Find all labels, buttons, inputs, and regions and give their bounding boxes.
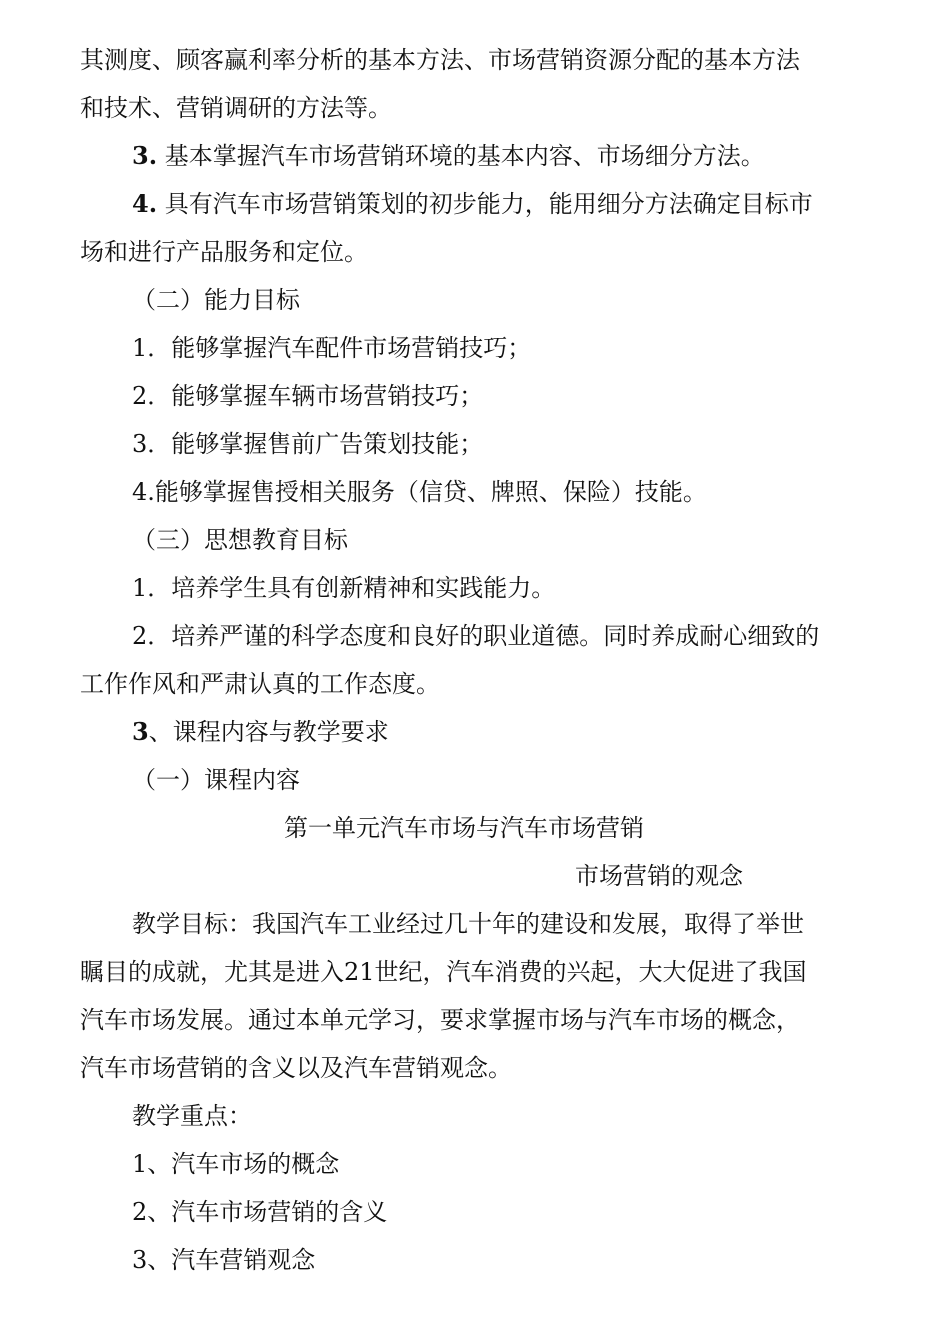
unit-subtitle [575,856,743,896]
list-item [132,328,531,368]
paragraph-line [80,88,392,128]
paragraph-line [132,904,804,944]
text: （三）思想教育目标 [132,526,348,554]
text: 4.能够掌握售授相关服务（信贷、牌照、保险）技能。 [132,478,707,506]
unit-title [284,808,644,848]
paragraph-line [80,232,368,272]
text: 2、汽车市场营销的含义 [132,1198,388,1226]
text: 3．能够掌握售前广告策划技能； [132,430,484,458]
list-item [132,1192,387,1232]
text: 汽车市场发展。通过本单元学习，要求掌握市场与汽车市场的概念， [80,1006,800,1034]
list-item [132,472,707,512]
item-text: 基本掌握汽车市场营销环境的基本内容、市场细分方法。 [164,142,765,170]
text: 2．培养严谨的科学态度和良好的职业道德。同时养成耐心细致的 [132,622,820,650]
text: 3、汽车营销观念 [132,1246,316,1274]
subsection-heading [132,760,300,800]
text: 、课程内容与教学要求 [148,718,389,746]
list-item [132,616,819,656]
text: 和技术、营销调研的方法等。 [80,94,392,122]
text: 第一单元汽车市场与汽车市场营销 [284,814,644,842]
list-item [132,424,483,464]
teaching-focus-heading [132,1096,252,1136]
paragraph-line [80,952,807,992]
text: 瞩目的成就，尤其是进入21世纪，汽车消费的兴起，大大促进了我国 [80,958,807,986]
text: 汽车市场营销的含义以及汽车营销观念。 [80,1054,512,1082]
section-number: 3 [132,717,149,746]
text: 教学重点： [132,1102,252,1130]
list-item [132,1144,339,1184]
text: 场和进行产品服务和定位。 [80,238,368,266]
list-item [132,568,555,608]
text: 教学目标：我国汽车工业经过几十年的建设和发展，取得了举世 [132,910,804,938]
list-item [132,376,483,416]
section-heading-ideology [132,520,348,560]
text: （一）课程内容 [132,766,300,794]
text: （二）能力目标 [132,286,300,314]
section-heading-ability [132,280,300,320]
paragraph-line [80,664,440,704]
text: 1、汽车市场的概念 [132,1150,340,1178]
item-number: 4. [132,189,158,218]
list-item [132,1240,315,1280]
text: 其测度、顾客赢利率分析的基本方法、市场营销资源分配的基本方法 [80,46,800,74]
text: 1．培养学生具有创新精神和实践能力。 [132,574,556,602]
item-text: 具有汽车市场营销策划的初步能力，能用细分方法确定目标市 [164,190,813,218]
item-number: 3. [132,141,158,170]
text: 1．能够掌握汽车配件市场营销技巧； [132,334,532,362]
paragraph-line [80,1048,512,1088]
paragraph-line [80,1000,800,1040]
paragraph-line [80,40,800,80]
text: 市场营销的观念 [575,862,743,890]
text: 2．能够掌握车辆市场营销技巧； [132,382,484,410]
knowledge-item-3 [132,136,765,176]
section-heading-course [132,712,389,752]
text: 工作作风和严肃认真的工作态度。 [80,670,440,698]
knowledge-item-4 [132,184,813,224]
